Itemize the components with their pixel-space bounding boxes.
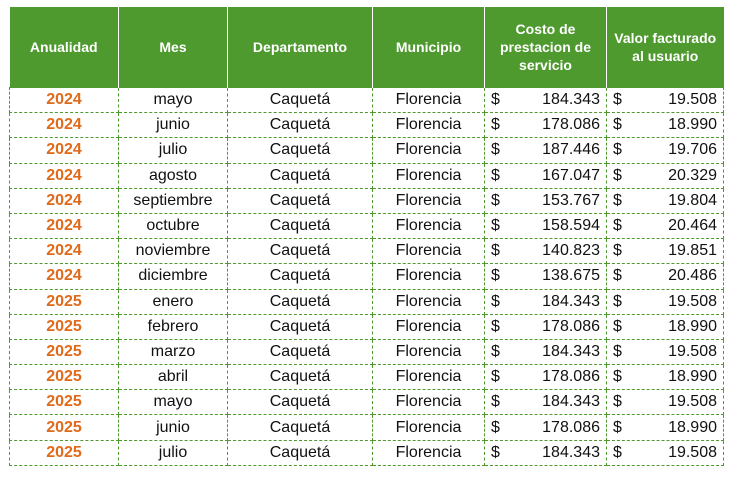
amount-value: 138.675: [542, 267, 600, 285]
cell-costo: [485, 163, 607, 188]
cell-anualidad: 2025: [10, 390, 119, 415]
amount-value: 18.990: [668, 317, 717, 335]
cell-anualidad: 2024: [10, 113, 119, 138]
currency-symbol: $: [491, 116, 500, 134]
amount-value: 19.508: [668, 443, 717, 461]
currency-symbol: $: [613, 292, 622, 310]
header-valor: Valor facturado al usuario: [607, 7, 724, 88]
cell-departamento: Caquetá: [228, 264, 373, 289]
cell-mes: mayo: [119, 88, 228, 113]
cell-departamento: Caquetá: [228, 339, 373, 364]
amount-value: 140.823: [542, 242, 600, 260]
currency-symbol: $: [491, 267, 500, 285]
cell-municipio: Florencia: [373, 415, 485, 440]
table-row: [10, 440, 724, 465]
cell-departamento: Caquetá: [228, 390, 373, 415]
cell-mes: julio: [119, 138, 228, 163]
cell-valor: [607, 314, 724, 339]
cell-departamento: Caquetá: [228, 365, 373, 390]
amount-value: 153.767: [542, 191, 600, 209]
cell-anualidad: 2024: [10, 88, 119, 113]
currency-symbol: $: [613, 166, 622, 184]
amount-value: 19.508: [668, 292, 717, 310]
table-row: [10, 213, 724, 238]
header-departamento: Departamento: [228, 7, 373, 88]
cell-valor: [607, 365, 724, 390]
cell-anualidad: 2025: [10, 440, 119, 465]
cell-costo: [485, 339, 607, 364]
table-body: [10, 88, 724, 466]
cell-mes: junio: [119, 415, 228, 440]
table-row: [10, 264, 724, 289]
cell-municipio: Florencia: [373, 440, 485, 465]
table-row: [10, 415, 724, 440]
currency-symbol: $: [613, 443, 622, 461]
table-row: [10, 88, 724, 113]
cell-valor: [607, 415, 724, 440]
table-row: [10, 113, 724, 138]
cell-costo: [485, 264, 607, 289]
currency-symbol: $: [613, 393, 622, 411]
cell-valor: [607, 113, 724, 138]
cell-municipio: Florencia: [373, 314, 485, 339]
table-row: [10, 188, 724, 213]
cell-mes: octubre: [119, 213, 228, 238]
cell-anualidad: 2025: [10, 415, 119, 440]
cell-departamento: Caquetá: [228, 138, 373, 163]
table-row: [10, 163, 724, 188]
currency-symbol: $: [491, 292, 500, 310]
billing-table: [9, 7, 724, 466]
currency-symbol: $: [491, 217, 500, 235]
amount-value: 18.990: [668, 418, 717, 436]
cell-costo: [485, 88, 607, 113]
currency-symbol: $: [491, 342, 500, 360]
cell-departamento: Caquetá: [228, 239, 373, 264]
currency-symbol: $: [613, 418, 622, 436]
currency-symbol: $: [491, 191, 500, 209]
amount-value: 18.990: [668, 368, 717, 386]
currency-symbol: $: [491, 242, 500, 260]
cell-municipio: Florencia: [373, 390, 485, 415]
cell-valor: [607, 390, 724, 415]
header-anualidad: Anualidad: [10, 7, 119, 88]
currency-symbol: $: [613, 368, 622, 386]
cell-valor: [607, 163, 724, 188]
currency-symbol: $: [491, 418, 500, 436]
amount-value: 178.086: [542, 317, 600, 335]
table-row: [10, 138, 724, 163]
amount-value: 19.851: [668, 242, 717, 260]
cell-valor: [607, 188, 724, 213]
amount-value: 20.329: [668, 166, 717, 184]
cell-anualidad: 2025: [10, 289, 119, 314]
header-mes: Mes: [119, 7, 228, 88]
cell-costo: [485, 188, 607, 213]
table-header: [10, 7, 724, 88]
cell-municipio: Florencia: [373, 213, 485, 238]
amount-value: 167.047: [542, 166, 600, 184]
header-costo: Costo de prestacion de servicio: [485, 7, 607, 88]
cell-mes: agosto: [119, 163, 228, 188]
cell-valor: [607, 213, 724, 238]
header-municipio: Municipio: [373, 7, 485, 88]
currency-symbol: $: [491, 317, 500, 335]
cell-anualidad: 2024: [10, 163, 119, 188]
cell-anualidad: 2024: [10, 138, 119, 163]
cell-costo: [485, 289, 607, 314]
cell-costo: [485, 239, 607, 264]
cell-anualidad: 2025: [10, 365, 119, 390]
amount-value: 158.594: [542, 217, 600, 235]
cell-municipio: Florencia: [373, 339, 485, 364]
cell-mes: marzo: [119, 339, 228, 364]
currency-symbol: $: [613, 91, 622, 109]
cell-costo: [485, 113, 607, 138]
currency-symbol: $: [613, 242, 622, 260]
cell-valor: [607, 239, 724, 264]
amount-value: 178.086: [542, 418, 600, 436]
currency-symbol: $: [613, 267, 622, 285]
cell-mes: enero: [119, 289, 228, 314]
amount-value: 184.343: [542, 443, 600, 461]
header-row: [10, 7, 724, 88]
cell-costo: [485, 213, 607, 238]
cell-municipio: Florencia: [373, 239, 485, 264]
cell-costo: [485, 365, 607, 390]
cell-mes: julio: [119, 440, 228, 465]
cell-costo: [485, 390, 607, 415]
table-row: [10, 339, 724, 364]
cell-departamento: Caquetá: [228, 314, 373, 339]
amount-value: 19.508: [668, 91, 717, 109]
cell-costo: [485, 314, 607, 339]
cell-departamento: Caquetá: [228, 289, 373, 314]
currency-symbol: $: [491, 443, 500, 461]
cell-municipio: Florencia: [373, 188, 485, 213]
cell-mes: septiembre: [119, 188, 228, 213]
cell-departamento: Caquetá: [228, 113, 373, 138]
cell-municipio: Florencia: [373, 113, 485, 138]
amount-value: 19.508: [668, 342, 717, 360]
table-row: [10, 239, 724, 264]
cell-valor: [607, 440, 724, 465]
amount-value: 187.446: [542, 141, 600, 159]
cell-municipio: Florencia: [373, 88, 485, 113]
cell-municipio: Florencia: [373, 163, 485, 188]
cell-departamento: Caquetá: [228, 213, 373, 238]
amount-value: 18.990: [668, 116, 717, 134]
currency-symbol: $: [613, 217, 622, 235]
currency-symbol: $: [491, 141, 500, 159]
cell-mes: diciembre: [119, 264, 228, 289]
cell-anualidad: 2024: [10, 213, 119, 238]
amount-value: 20.486: [668, 267, 717, 285]
cell-valor: [607, 138, 724, 163]
cell-departamento: Caquetá: [228, 415, 373, 440]
cell-mes: abril: [119, 365, 228, 390]
cell-mes: febrero: [119, 314, 228, 339]
amount-value: 19.804: [668, 191, 717, 209]
cell-anualidad: 2025: [10, 314, 119, 339]
currency-symbol: $: [613, 342, 622, 360]
cell-costo: [485, 440, 607, 465]
currency-symbol: $: [613, 141, 622, 159]
cell-valor: [607, 289, 724, 314]
cell-departamento: Caquetá: [228, 440, 373, 465]
cell-municipio: Florencia: [373, 138, 485, 163]
cell-municipio: Florencia: [373, 289, 485, 314]
amount-value: 184.343: [542, 342, 600, 360]
cell-mes: junio: [119, 113, 228, 138]
cell-anualidad: 2024: [10, 239, 119, 264]
cell-departamento: Caquetá: [228, 163, 373, 188]
amount-value: 184.343: [542, 292, 600, 310]
table-row: [10, 314, 724, 339]
amount-value: 184.343: [542, 393, 600, 411]
cell-municipio: Florencia: [373, 365, 485, 390]
table-row: [10, 365, 724, 390]
amount-value: 19.706: [668, 141, 717, 159]
cell-costo: [485, 138, 607, 163]
currency-symbol: $: [491, 91, 500, 109]
cell-departamento: Caquetá: [228, 188, 373, 213]
amount-value: 19.508: [668, 393, 717, 411]
cell-mes: noviembre: [119, 239, 228, 264]
amount-value: 178.086: [542, 116, 600, 134]
cell-valor: [607, 264, 724, 289]
cell-valor: [607, 339, 724, 364]
amount-value: 184.343: [542, 91, 600, 109]
currency-symbol: $: [491, 166, 500, 184]
cell-departamento: Caquetá: [228, 88, 373, 113]
cell-costo: [485, 415, 607, 440]
cell-anualidad: 2025: [10, 339, 119, 364]
table-row: [10, 390, 724, 415]
currency-symbol: $: [491, 393, 500, 411]
cell-mes: mayo: [119, 390, 228, 415]
cell-valor: [607, 88, 724, 113]
cell-municipio: Florencia: [373, 264, 485, 289]
amount-value: 20.464: [668, 217, 717, 235]
currency-symbol: $: [613, 191, 622, 209]
cell-anualidad: 2024: [10, 188, 119, 213]
currency-symbol: $: [491, 368, 500, 386]
currency-symbol: $: [613, 317, 622, 335]
table-row: [10, 289, 724, 314]
amount-value: 178.086: [542, 368, 600, 386]
currency-symbol: $: [613, 116, 622, 134]
cell-anualidad: 2024: [10, 264, 119, 289]
